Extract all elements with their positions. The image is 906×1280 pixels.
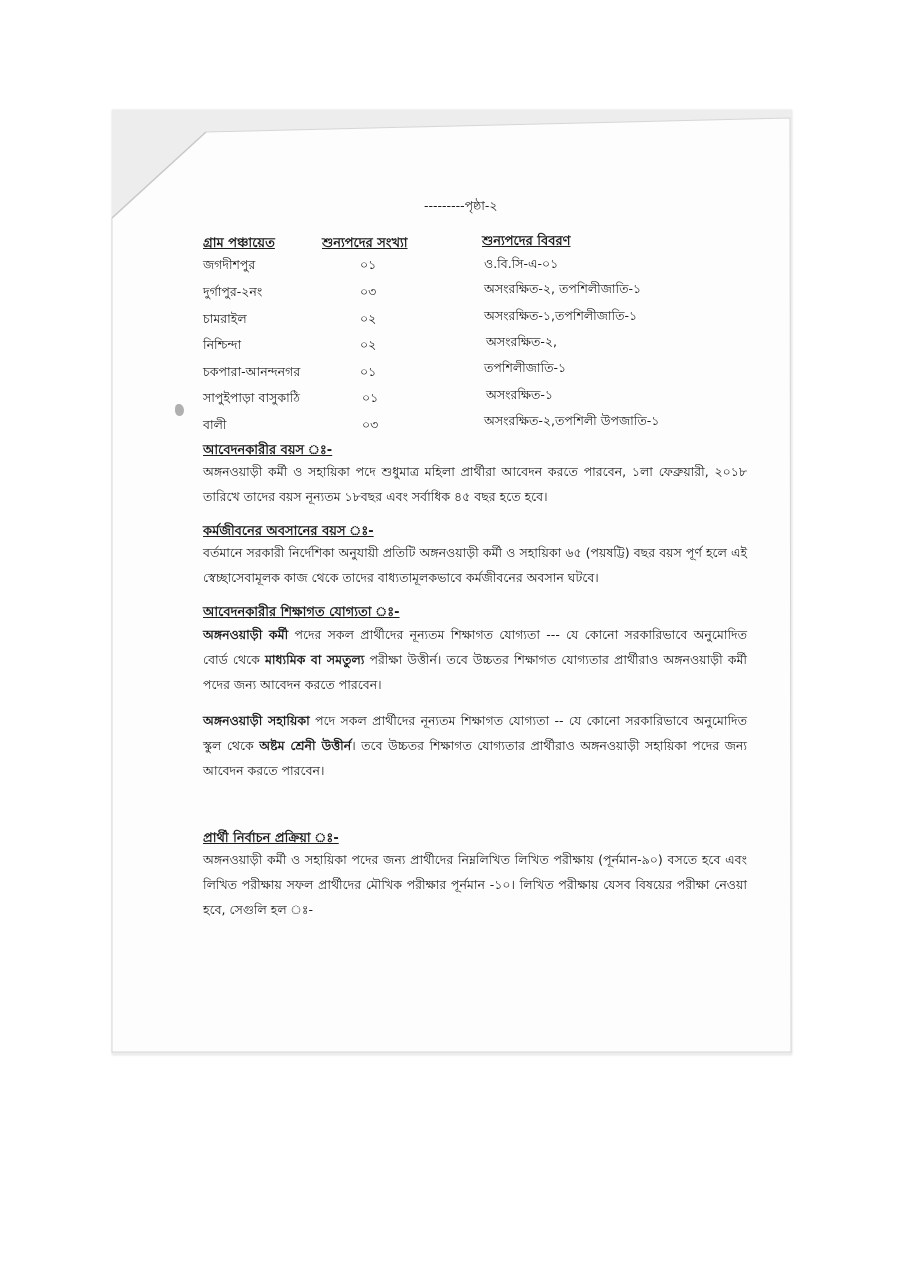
table-header-vacancy-count: শুন্যপদের সংখ্যা [322, 236, 408, 251]
table-header-vacancy-details: শুন্যপদের বিবরণ [482, 234, 571, 249]
section-text-age: অঙ্গনওয়াড়ী কর্মী ও সহায়িকা পদে শুধুমাত্র মহিলা প্রার্থীরা আবেদন করতে পারবেন, ১লা ফেব্রুয়ারী, ২০১৮ তারিখে তাদের বয়স নূন্যতম ১৮বছর এবং সর্বাধিক ৪৫ বছর হতে হবে। [203, 464, 747, 504]
table-cell-count: ০৩ [360, 284, 377, 299]
table-cell-panchayat: সাপুইপাড়া বাসুকাঠি [203, 390, 300, 405]
section-text-retirement: বর্তমানে সরকারী নির্দেশিকা অনুযায়ী প্রতিটি অঙ্গনওয়াড়ী কর্মী ও সহায়িকা ৬৫ (পয়ষট্টি) বছর বয়স পূর্ণ হলে এই স্বেচ্ছাসেবামূলক কাজ থেকে তাদের বাধ্যতামূলকভাবে কর্মজীবনের অবসান ঘটবে। [203, 545, 747, 585]
section-heading-selection: প্রার্থী নির্বাচন প্রক্রিয়া ঃ- [203, 831, 339, 846]
table-cell-details: অসংরক্ষিত-২,তপশিলী উপজাতি-১ [484, 413, 660, 428]
table-cell-details: অসংরক্ষিত-২, [486, 334, 558, 349]
helper-qualification-label: অষ্টম শ্রেনী উত্তীর্ন [259, 738, 352, 753]
table-cell-panchayat: বালী [203, 417, 227, 432]
table-cell-panchayat: নিশ্চিন্দা [203, 337, 242, 352]
table-cell-count: ০১ [360, 364, 377, 379]
table-header-panchayat: গ্রাম পঞ্চায়েত [203, 236, 275, 251]
page-number-header: ---------পৃষ্ঠা-২ [424, 198, 498, 213]
table-cell-count: ০২ [360, 311, 377, 326]
table-cell-details: অসংরক্ষিত-১,তপশিলীজাতি-১ [484, 308, 638, 323]
section-heading-education: আবেদনকারীর শিক্ষাগত যোগ্যতা ঃ- [203, 605, 400, 620]
table-cell-panchayat: দুর্গাপুর-২নং [203, 284, 263, 299]
worker-text-part-1: পদের সকল প্রার্থীদের নূন্যতম শিক্ষাগত যোগ্যতা --- যে কোনো সরকারিভাবে অনুমোদিত বোর্ড থেকে [203, 627, 747, 667]
section-text-selection: অঙ্গনওয়াড়ী কর্মী ও সহায়িকা পদের জন্য প্রার্থীদের নিম্নলিখিত লিখিত পরীক্ষায় (পূর্নমান-৯০) বসতে হবে এবং লিখিত পরীক্ষায় সফল প্রার্থীদের মৌখিক পরীক্ষার পূর্নমান -১০। লিখিত পরীক্ষায় যেসব বিষয়ের পরীক্ষা নেওয়া হবে, সেগুলি হল ঃ- [203, 852, 747, 917]
worker-text-part-2: পরীক্ষা উত্তীর্ন। তবে উচ্চতর শিক্ষাগত যোগ্যতার প্রার্থীরাও অঙ্গনওয়াড়ী কর্মী পদের জন্য আবেদন করতে পারবেন। [203, 652, 747, 692]
table-cell-panchayat: জগদীশপুর [203, 257, 256, 272]
helper-text-part-1: পদে সকল প্রার্থীদের নূন্যতম শিক্ষাগত যোগ্যতা -- যে কোনো সরকারিভাবে অনুমোদিত স্কুল থেকে [203, 713, 747, 753]
table-cell-count: ০১ [362, 390, 379, 405]
table-cell-count: ০২ [360, 337, 377, 352]
helper-text-part-2: । তবে উচ্চতর শিক্ষাগত যোগ্যতার প্রার্থীরাও অঙ্গনওয়াড়ী সহায়িকা পদের জন্য আবেদন করতে পারবেন। [203, 738, 748, 778]
table-cell-count: ০১ [360, 257, 377, 272]
table-cell-panchayat: চকপারা-আনন্দনগর [203, 364, 301, 379]
table-cell-details: ও.বি.সি-এ-০১ [484, 256, 559, 271]
section-heading-retirement: কর্মজীবনের অবসানের বয়স ঃ- [203, 524, 374, 539]
worker-post-label: অঙ্গনওয়াড়ী কর্মী [203, 627, 289, 642]
table-cell-details: তপশিলীজাতি-১ [484, 360, 567, 375]
table-cell-panchayat: চামরাইল [203, 311, 247, 326]
helper-post-label: অঙ্গনওয়াড়ী সহায়িকা [203, 713, 310, 728]
table-cell-details: অসংরক্ষিত-১ [486, 387, 554, 402]
worker-qualification-label: মাধ্যমিক বা সমতুল্য [264, 652, 365, 667]
section-text-education-helper [203, 708, 747, 783]
stain-mark [175, 404, 184, 416]
section-heading-age: আবেদনকারীর বয়স ঃ- [203, 443, 333, 458]
section-text-education-worker [203, 622, 747, 697]
table-cell-details: অসংরক্ষিত-২, তপশিলীজাতি-১ [484, 281, 642, 296]
table-cell-count: ০৩ [362, 417, 379, 432]
